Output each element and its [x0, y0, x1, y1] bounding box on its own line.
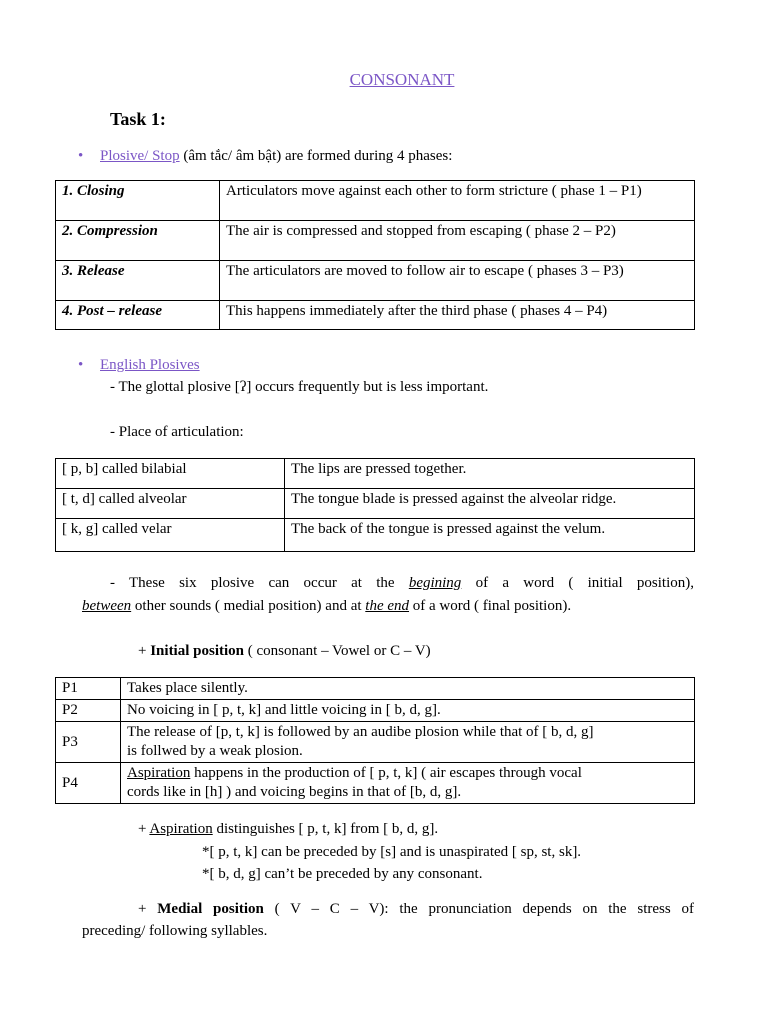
phase-detail: No voicing in [ p, t, k] and little voicing in [ b, d, g].	[121, 700, 695, 722]
bullet-english-plosives	[78, 357, 200, 374]
table-row	[56, 763, 695, 804]
place-heading: - Place of articulation:	[110, 424, 244, 440]
table-row	[56, 221, 695, 261]
initial-position-text: ( consonant – Vowel or C – V)	[244, 643, 431, 659]
initial-position-heading	[138, 643, 431, 660]
place-desc: The back of the tongue is pressed against the velum.	[285, 519, 695, 552]
medial-position-text: ( V – C – V): the pronunciation depends on the stress of	[263, 901, 694, 917]
phase-detail-line: cords like in [h] ) and voicing begins in that of [b, d, g].	[127, 784, 462, 800]
table-row	[56, 722, 695, 763]
phase-detail-text: happens in the production of [ p, t, k] ( air escapes through vocal	[190, 765, 582, 781]
table-row	[56, 459, 695, 489]
table-row	[56, 519, 695, 552]
plosive-stop-link[interactable]: Plosive/ Stop	[100, 148, 180, 164]
phase-detail-line: The release of [p, t, k] is followed by an audibe plosion while that of [ b, d, g]	[127, 724, 594, 740]
place-desc: The lips are pressed together.	[285, 459, 695, 489]
bullet-icon: •	[78, 357, 84, 373]
aspiration-text: distinguishes [ p, t, k] from [ b, d, g].	[212, 821, 439, 837]
task-heading: Task 1:	[110, 109, 166, 129]
bullet-plosive-stop	[78, 148, 452, 165]
bullet-text: (âm tắc/ âm bật) are formed during 4 phases:	[179, 148, 453, 164]
table-row	[56, 181, 695, 221]
initial-position-label: Initial position	[150, 643, 244, 659]
phase-name: 4. Post – release	[56, 301, 220, 330]
table-row	[56, 301, 695, 330]
aspiration-word: Aspiration	[149, 821, 213, 837]
aspiration-word: Aspiration	[127, 765, 191, 781]
phase-desc: The articulators are moved to follow air to escape ( phases 3 – P3)	[220, 261, 695, 301]
the-end-word: the end	[365, 598, 410, 614]
aspiration-line	[138, 821, 438, 838]
para-text: of a word ( final position).	[409, 598, 572, 614]
plus-sign: +	[138, 901, 158, 917]
para-text: other sounds ( medial position) and at	[131, 598, 366, 614]
phase-code: P3	[56, 722, 121, 763]
para-text: - These six plosive can occur at the	[110, 575, 409, 591]
medial-position-label: Medial position	[157, 901, 264, 917]
places-table	[55, 458, 695, 552]
phase-detail-line: is follwed by a weak plosion.	[127, 743, 303, 759]
phase-name: 2. Compression	[56, 221, 220, 261]
phase-detail	[121, 722, 695, 763]
place-sound: [ k, g] called velar	[56, 519, 285, 552]
glottal-line: - The glottal plosive [ʔ] occurs frequently but is less important.	[110, 379, 489, 395]
table-row	[56, 489, 695, 519]
plus-sign: +	[138, 821, 150, 837]
medial-position-line1	[138, 901, 694, 918]
positions-paragraph-line2	[82, 598, 571, 615]
para-text: of a word ( initial position),	[461, 575, 694, 591]
phases-table	[55, 180, 695, 330]
initial-position-table	[55, 677, 695, 804]
begining-word: begining	[408, 575, 462, 591]
phase-desc: Articulators move against each other to form stricture ( phase 1 – P1)	[220, 181, 695, 221]
medial-position-line2: preceding/ following syllables.	[82, 923, 268, 939]
place-sound: [ t, d] called alveolar	[56, 489, 285, 519]
phase-detail	[121, 763, 695, 804]
positions-paragraph-line1	[110, 575, 694, 592]
plus-sign: +	[138, 643, 151, 659]
phase-desc: This happens immediately after the third phase ( phases 4 – P4)	[220, 301, 695, 330]
phase-detail-line	[127, 764, 688, 783]
phase-code: P4	[56, 763, 121, 804]
phase-desc: The air is compressed and stopped from escaping ( phase 2 – P2)	[220, 221, 695, 261]
aspiration-note-2: *[ b, d, g] can’t be preceded by any consonant.	[202, 866, 483, 882]
phase-name: 1. Closing	[56, 181, 220, 221]
place-sound: [ p, b] called bilabial	[56, 459, 285, 489]
table-row	[56, 261, 695, 301]
aspiration-note-1: *[ p, t, k] can be preceded by [s] and is unaspirated [ sp, st, sk].	[202, 844, 582, 860]
phase-detail: Takes place silently.	[121, 678, 695, 700]
place-desc: The tongue blade is pressed against the alveolar ridge.	[285, 489, 695, 519]
table-row	[56, 678, 695, 700]
between-word: between	[82, 598, 132, 614]
table-row	[56, 700, 695, 722]
phase-name: 3. Release	[56, 261, 220, 301]
page-title: CONSONANT	[349, 70, 455, 89]
phase-code: P1	[56, 678, 121, 700]
english-plosives-link[interactable]: English Plosives	[100, 357, 200, 373]
phase-code: P2	[56, 700, 121, 722]
bullet-icon: •	[78, 148, 84, 164]
